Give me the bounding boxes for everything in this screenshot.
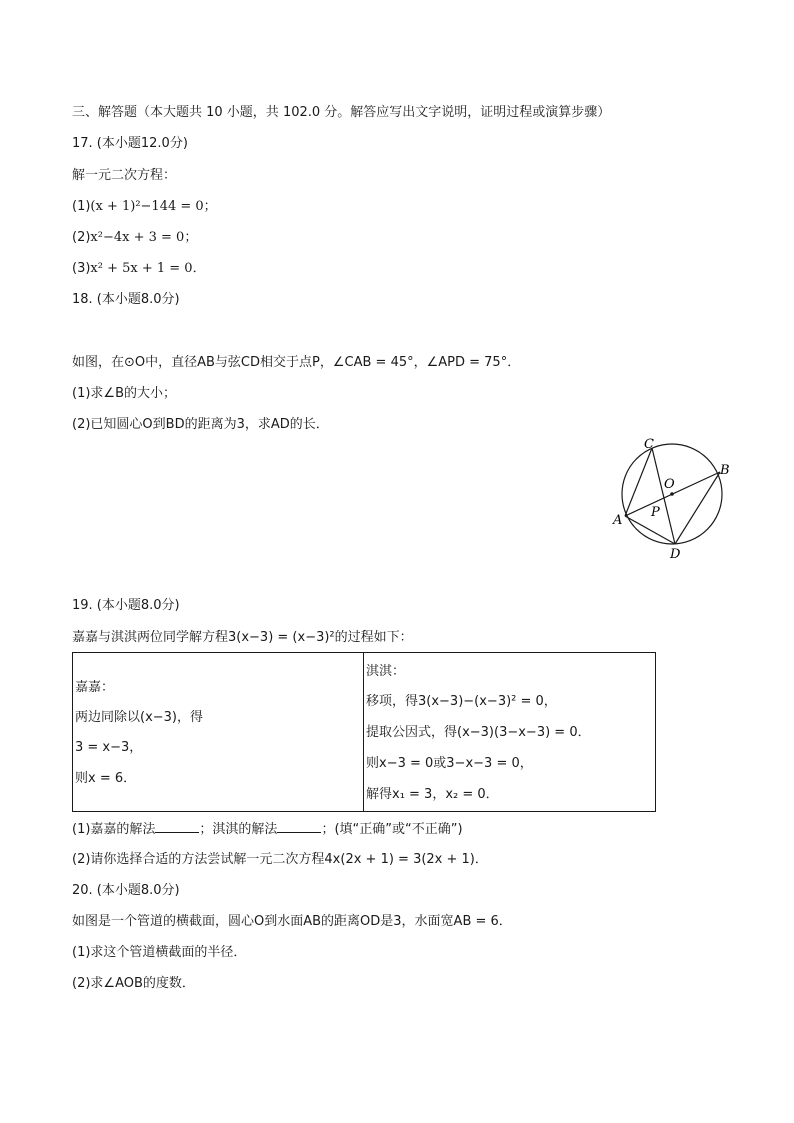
q19-part1-a: (1)嘉嘉的解法 (72, 822, 156, 837)
q18-part1: (1)求∠B的大小； (72, 386, 176, 401)
q17-title: 17. (本小题12.0分) (72, 136, 188, 151)
q17-equation-2 (72, 229, 197, 247)
label-d: D (670, 547, 681, 562)
q18-title: 18. (本小题8.0分) (72, 292, 180, 307)
qiqi-solution-cell (364, 653, 656, 812)
circle-geometry-figure (608, 432, 758, 564)
q20-part2: (2)求∠AOB的度数． (72, 976, 195, 991)
q19-part1 (72, 820, 463, 839)
center-point (670, 492, 674, 496)
q17-equation-3 (72, 260, 206, 278)
label-o: O (664, 477, 675, 492)
q17-eq3-expr: x² + 5x + 1 = 0． (90, 261, 206, 276)
q19-title: 19. (本小题8.0分) (72, 598, 180, 613)
label-b: B (720, 463, 730, 478)
q17-eq1-expr: (x + 1)²−144 = 0； (90, 199, 217, 214)
q18-stem: 如图，在⊙O中，直径AB与弦CD相交于点P，∠CAB = 45°，∠APD = 75°． (72, 355, 521, 370)
q19-part2: (2)请你选择合适的方法尝试解一元二次方程4x(2x + 1) = 3(2x + 1)． (72, 852, 488, 867)
jiajia-solution-cell (73, 653, 364, 812)
q17-equation-1 (72, 198, 217, 216)
q20-title: 20. (本小题8.0分) (72, 883, 180, 898)
q19-part1-b: ；淇淇的解法 (199, 822, 278, 837)
solution-comparison-table (72, 652, 656, 812)
q17-eq2-expr: x²−4x + 3 = 0； (90, 230, 198, 245)
label-c: C (644, 437, 654, 452)
q17-eq2-label: (2) (72, 230, 91, 245)
chord-cd (652, 448, 675, 544)
jiajia-name: 嘉嘉： (75, 680, 115, 695)
qiqi-step1: 移项，得3(x−3)−(x−3)² = 0， (366, 694, 557, 709)
jiajia-step3: 则x = 6． (75, 771, 137, 786)
q17-prompt: 解一元二次方程： (72, 168, 177, 183)
qiqi-step4: 解得x₁ = 3，x₂ = 0． (366, 787, 499, 802)
qiqi-step3: 则x−3 = 0或3−x−3 = 0， (366, 756, 533, 771)
jiajia-step2: 3 = x−3， (75, 740, 143, 755)
q17-eq3-label: (3) (72, 261, 91, 276)
q20-stem: 如图是一个管道的横截面，圆心O到水面AB的距离OD是3，水面宽AB = 6． (72, 914, 512, 929)
q19-part1-c: ；(填“正确”或“不正确”) (321, 822, 463, 837)
answer-blank-qiqi[interactable] (277, 820, 321, 833)
qiqi-step2: 提取公因式，得(x−3)(3−x−3) = 0． (366, 725, 591, 740)
qiqi-name: 淇淇： (366, 664, 406, 679)
jiajia-step1: 两边同除以(x−3)，得 (75, 710, 204, 725)
q18-part2: (2)已知圆心O到BD的距离为3，求AD的长． (72, 417, 329, 432)
answer-blank-jiajia[interactable] (155, 820, 199, 833)
label-p: P (651, 505, 660, 520)
q20-part1: (1)求这个管道横截面的半径． (72, 945, 247, 960)
segment-ad (625, 516, 675, 544)
label-a: A (613, 513, 623, 528)
section-header: 三、解答题（本大题共 10 小题，共 102.0 分。解答应写出文字说明，证明过程或演算步骤） (72, 105, 611, 120)
q17-eq1-label: (1) (72, 199, 91, 214)
q19-stem: 嘉嘉与淇淇两位同学解方程3(x−3) = (x−3)²的过程如下： (72, 630, 413, 645)
